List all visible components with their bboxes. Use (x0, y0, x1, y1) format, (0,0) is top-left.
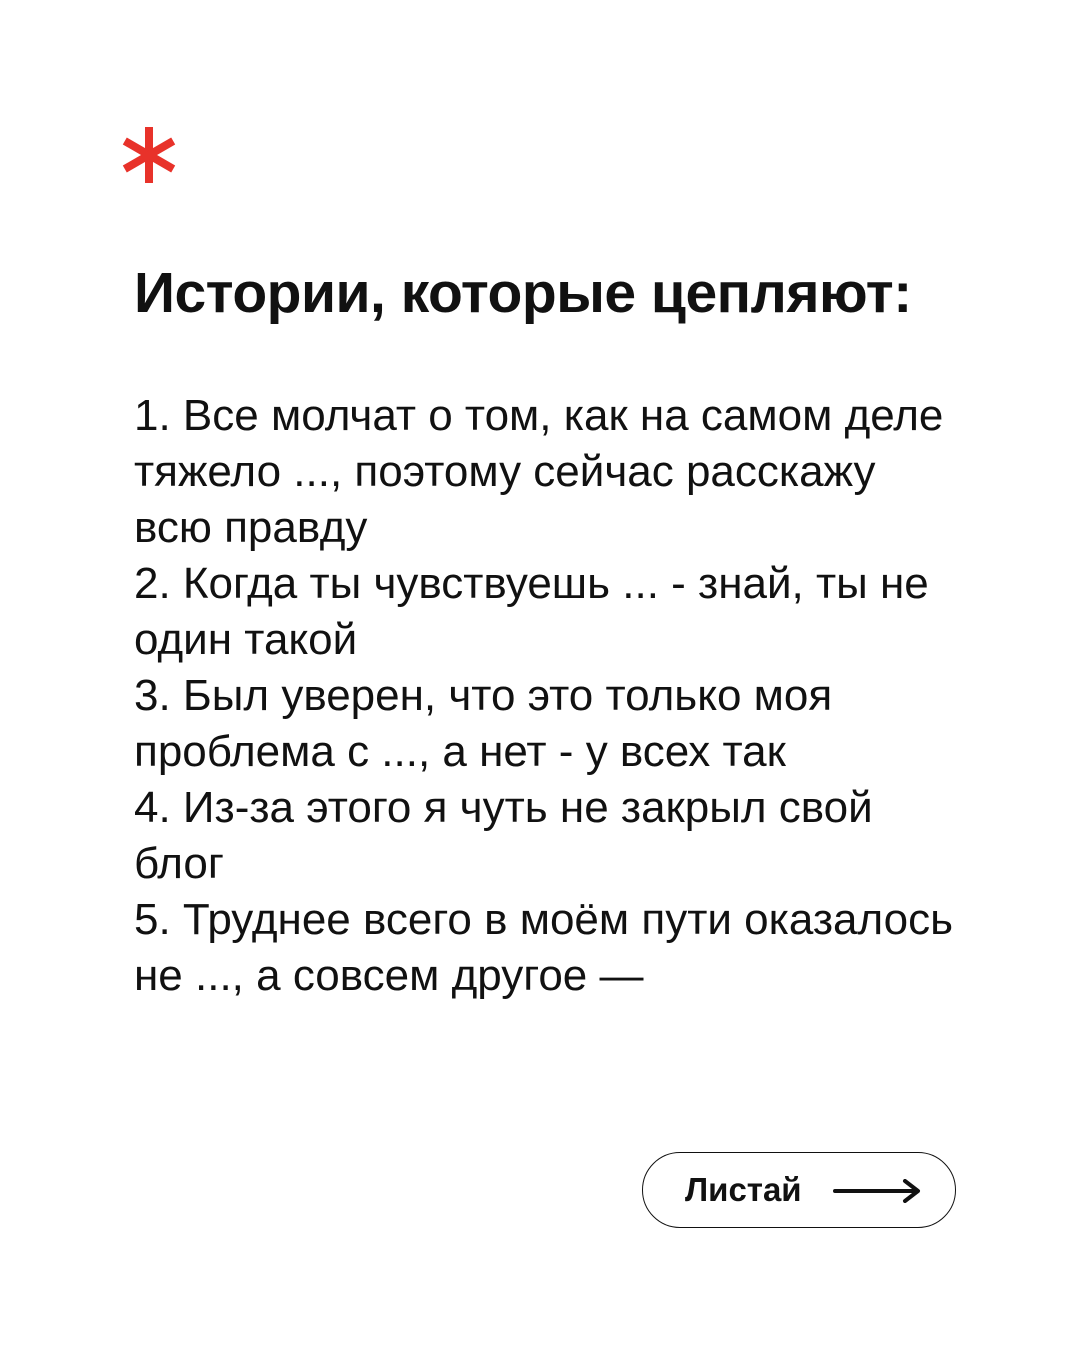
page-title: Истории, которые цепляют: (134, 261, 912, 325)
swipe-button[interactable] (642, 1152, 956, 1228)
arrow-right-icon (833, 1179, 923, 1203)
list-item: 5. Труднее всего в моём пути оказалось не ..., а совсем другое — (134, 895, 954, 1000)
swipe-button-label: Листай (685, 1171, 802, 1208)
list-item: 4. Из-за этого я чуть не закрыл свой блог (134, 783, 873, 888)
list-item: 3. Был уверен, что это только моя проблема с ..., а нет - у всех так (134, 671, 833, 776)
asterisk-icon (118, 124, 180, 186)
story-list (134, 388, 954, 1004)
list-item: 2. Когда ты чувствуешь ... - знай, ты не один такой (134, 559, 929, 664)
list-item: 1. Все молчат о том, как на самом деле тяжело ..., поэтому сейчас расскажу всю правду (134, 391, 944, 552)
